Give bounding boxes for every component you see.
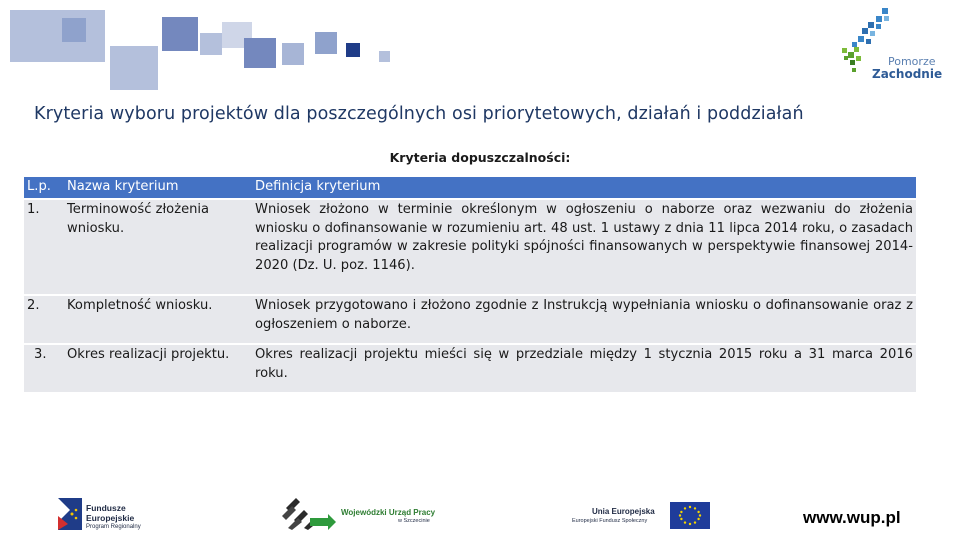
- page-title: Kryteria wyboru projektów dla poszczególnych osi priorytetowych, działań i poddziałań: [34, 104, 804, 124]
- row-lp: 3.: [24, 344, 64, 392]
- row-name: Terminowość złożenia wniosku.: [64, 199, 252, 295]
- column-header-lp: L.p.: [24, 177, 64, 199]
- row-definition: Wniosek złożono w terminie określonym w ogłoszeniu o naborze oraz wezwaniu do złożenia wniosku o dofinansowanie w rozumieniu art. 48 ust. 1 ustawy z dnia 11 lipca 2014 roku, o zasadach realizacji programów w zakresie polityki spójności finansowanych w perspektywie finansowej 2014-2020 (Dz. U. poz. 1146).: [252, 199, 916, 295]
- footer-logo2-line1: Wojewódzki Urząd Pracy: [341, 508, 436, 517]
- row-lp: 1.: [24, 199, 64, 295]
- wup-logo: [280, 498, 338, 530]
- row-name: Okres realizacji projektu.: [64, 344, 252, 392]
- footer-logo1-line1: Fundusze: [86, 503, 126, 513]
- brand-name-line1: Pomorze: [888, 55, 936, 68]
- eu-flag-icon: [670, 502, 710, 529]
- footer-logo3-line1: Unia Europejska: [592, 507, 655, 516]
- table-row: [24, 344, 916, 392]
- table-header-row: [24, 177, 916, 199]
- website-url[interactable]: www.wup.pl: [803, 508, 901, 527]
- row-lp: 2.: [24, 295, 64, 344]
- row-definition: Wniosek przygotowano i złożono zgodnie z Instrukcją wypełniania wniosku o dofinansowanie oraz z ogłoszeniem o naborze.: [252, 295, 916, 344]
- row-definition: Okres realizacji projektu mieści się w przedziale między 1 stycznia 2015 roku a 31 marca 2016 roku.: [252, 344, 916, 392]
- table-row: [24, 295, 916, 344]
- fundusze-europejskie-logo: [54, 496, 84, 532]
- column-header-name: Nazwa kryterium: [64, 177, 252, 199]
- footer-logo2-line2: w Szczecinie: [398, 518, 430, 524]
- brand-name-line2: Zachodnie: [872, 67, 943, 81]
- column-header-definition: Definicja kryterium: [252, 177, 916, 199]
- footer-logo3-line2: Europejski Fundusz Społeczny: [572, 518, 648, 524]
- section-subtitle: Kryteria dopuszczalności:: [389, 150, 571, 165]
- criteria-table: [24, 177, 916, 392]
- table-row: [24, 199, 916, 295]
- footer-logo1-line2: Europejskie: [86, 513, 135, 523]
- row-name: Kompletność wniosku.: [64, 295, 252, 344]
- footer-logo1-line3: Program Regionalny: [86, 524, 141, 530]
